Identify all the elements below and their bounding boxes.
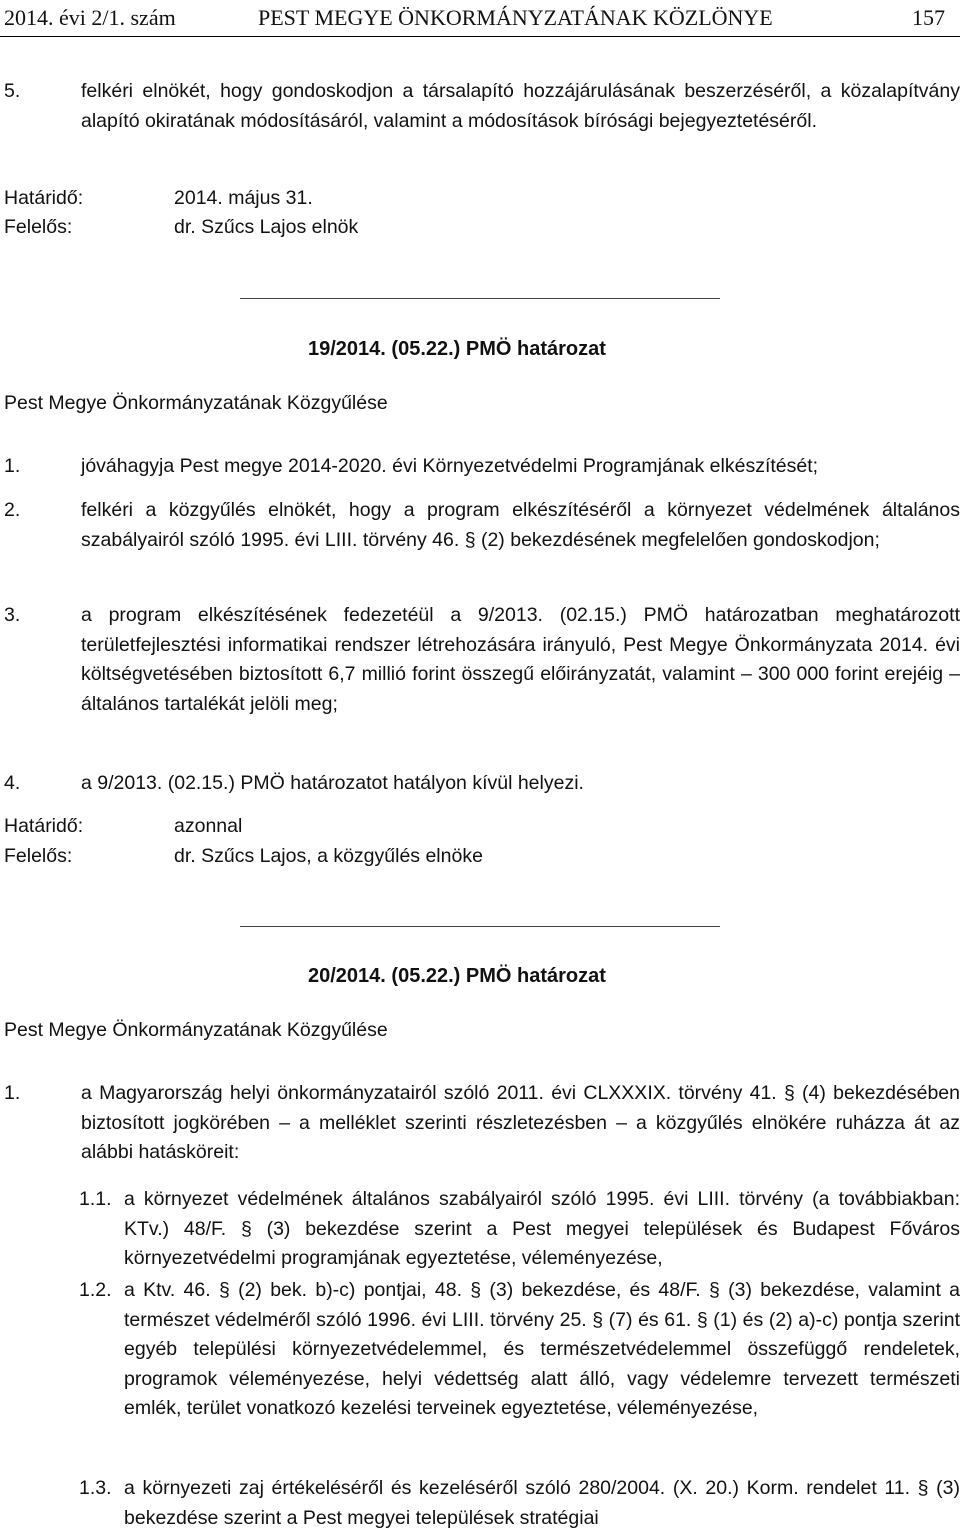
deadline-value: azonnal <box>174 815 243 837</box>
sub-item-text: a környezet védelmének általános szabályairól szóló 1995. évi LIII. törvény (a továbbiakban: KTv.) 48/F. § (3) bekezdése szerint a Pest megyei települések és Budapest Főváros környezetvédelmi programjának egyeztetése, véleményezése, <box>124 1188 960 1269</box>
item-number: 3. <box>4 604 21 626</box>
sub-item <box>79 1474 960 1533</box>
list-item <box>4 496 960 555</box>
sub-item-number: 1.1. <box>79 1188 112 1210</box>
resolution-title: 20/2014. (05.22.) PMÖ határozat <box>308 965 606 987</box>
sub-item <box>79 1185 960 1274</box>
deadline-row <box>4 184 313 214</box>
responsible-row <box>4 213 358 243</box>
item-number: 1. <box>4 455 21 477</box>
list-item <box>4 452 960 482</box>
sub-item-number: 1.2. <box>79 1279 112 1301</box>
item-text: a Magyarország helyi önkormányzatairól szóló 2011. évi CLXXXIX. törvény 41. § (4) bekezdésében biztosított jogkörében – a melléklet szerinti részletezésben – a közgyűlés elnökére ruházza át az alábbi hatásköreit: <box>81 1082 960 1163</box>
item-number: 5. <box>4 80 21 102</box>
sub-item <box>79 1276 960 1424</box>
journal-title: PEST MEGYE ÖNKORMÁNYZATÁNAK KÖZLÖNYE <box>258 5 773 30</box>
page-number: 157 <box>912 5 945 30</box>
item-text: felkéri a közgyűlés elnökét, hogy a program elkészítéséről a környezet védelmének általános szabályairól szóló 1995. évi LIII. törvény 46. § (2) bekezdésének megfelelően gondoskodjon; <box>81 499 960 551</box>
deadline-label: Határidő: <box>4 815 84 837</box>
list-item <box>4 769 960 799</box>
list-item <box>4 601 960 719</box>
section-divider <box>240 298 720 299</box>
issue-number: 2014. évi 2/1. szám <box>4 5 176 30</box>
header-rule <box>0 36 960 37</box>
item-number: 1. <box>4 1082 21 1104</box>
item-text: felkéri elnökét, hogy gondoskodjon a társalapító hozzájárulásának beszerzéséről, a közalapítvány alapító okiratának módosításáról, valamint a módosítások bírósági bejegyeztetéséről. <box>81 80 960 132</box>
deadline-value: 2014. május 31. <box>174 187 313 209</box>
deadline-label: Határidő: <box>4 187 84 209</box>
resolution-title: 19/2014. (05.22.) PMÖ határozat <box>308 338 606 360</box>
running-header <box>0 0 960 38</box>
item-text: jóváhagyja Pest megye 2014-2020. évi Környezetvédelmi Programjának elkészítését; <box>81 455 819 477</box>
item-number: 4. <box>4 772 21 794</box>
section-divider <box>240 926 720 927</box>
responsible-value: dr. Szűcs Lajos elnök <box>174 216 359 238</box>
responsible-row <box>4 842 483 872</box>
responsible-value: dr. Szűcs Lajos, a közgyűlés elnöke <box>174 845 483 867</box>
item-number: 2. <box>4 499 21 521</box>
list-item <box>4 77 960 136</box>
responsible-label: Felelős: <box>4 216 73 238</box>
resolution-body: Pest Megye Önkormányzatának Közgyűlése <box>4 1019 388 1041</box>
responsible-label: Felelős: <box>4 845 73 867</box>
sub-item-text: a környezeti zaj értékeléséről és kezeléséről szóló 280/2004. (X. 20.) Korm. rendelet 11. § (3) bekezdése szerint a Pest megyei települések stratégiai <box>124 1477 960 1529</box>
deadline-row <box>4 812 242 842</box>
sub-item-number: 1.3. <box>79 1477 112 1499</box>
list-item <box>4 1079 960 1168</box>
resolution-body: Pest Megye Önkormányzatának Közgyűlése <box>4 392 388 414</box>
sub-item-text: a Ktv. 46. § (2) bek. b)-c) pontjai, 48. § (3) bekezdése, és 48/F. § (3) bekezdése, valamint a természet védelméről szóló 1996. évi LIII. törvény 25. § (7) és 61. § (1) és (2) a)-c) pontja szerint egyéb települési környezetvédelemmel, és természetvédelemmel összefüggő rendeletek, programok véleményezése, helyi védettség alatt álló, vagy védelemre tervezett természeti emlék, terület vonatkozó kezelési terveinek egyeztetése, véleményezése, <box>124 1279 960 1419</box>
item-text: a program elkészítésének fedezetéül a 9/2013. (02.15.) PMÖ határozatban meghatározott területfejlesztési informatikai rendszer létrehozására irányuló, Pest Megye Önkormányzata 2014. évi költségvetésében biztosított 6,7 millió forint összegű előirányzatát, valamint – 300 000 forint erejéig – általános tartalékát jelöli meg; <box>81 604 960 715</box>
item-text: a 9/2013. (02.15.) PMÖ határozatot hatályon kívül helyezi. <box>81 772 584 794</box>
